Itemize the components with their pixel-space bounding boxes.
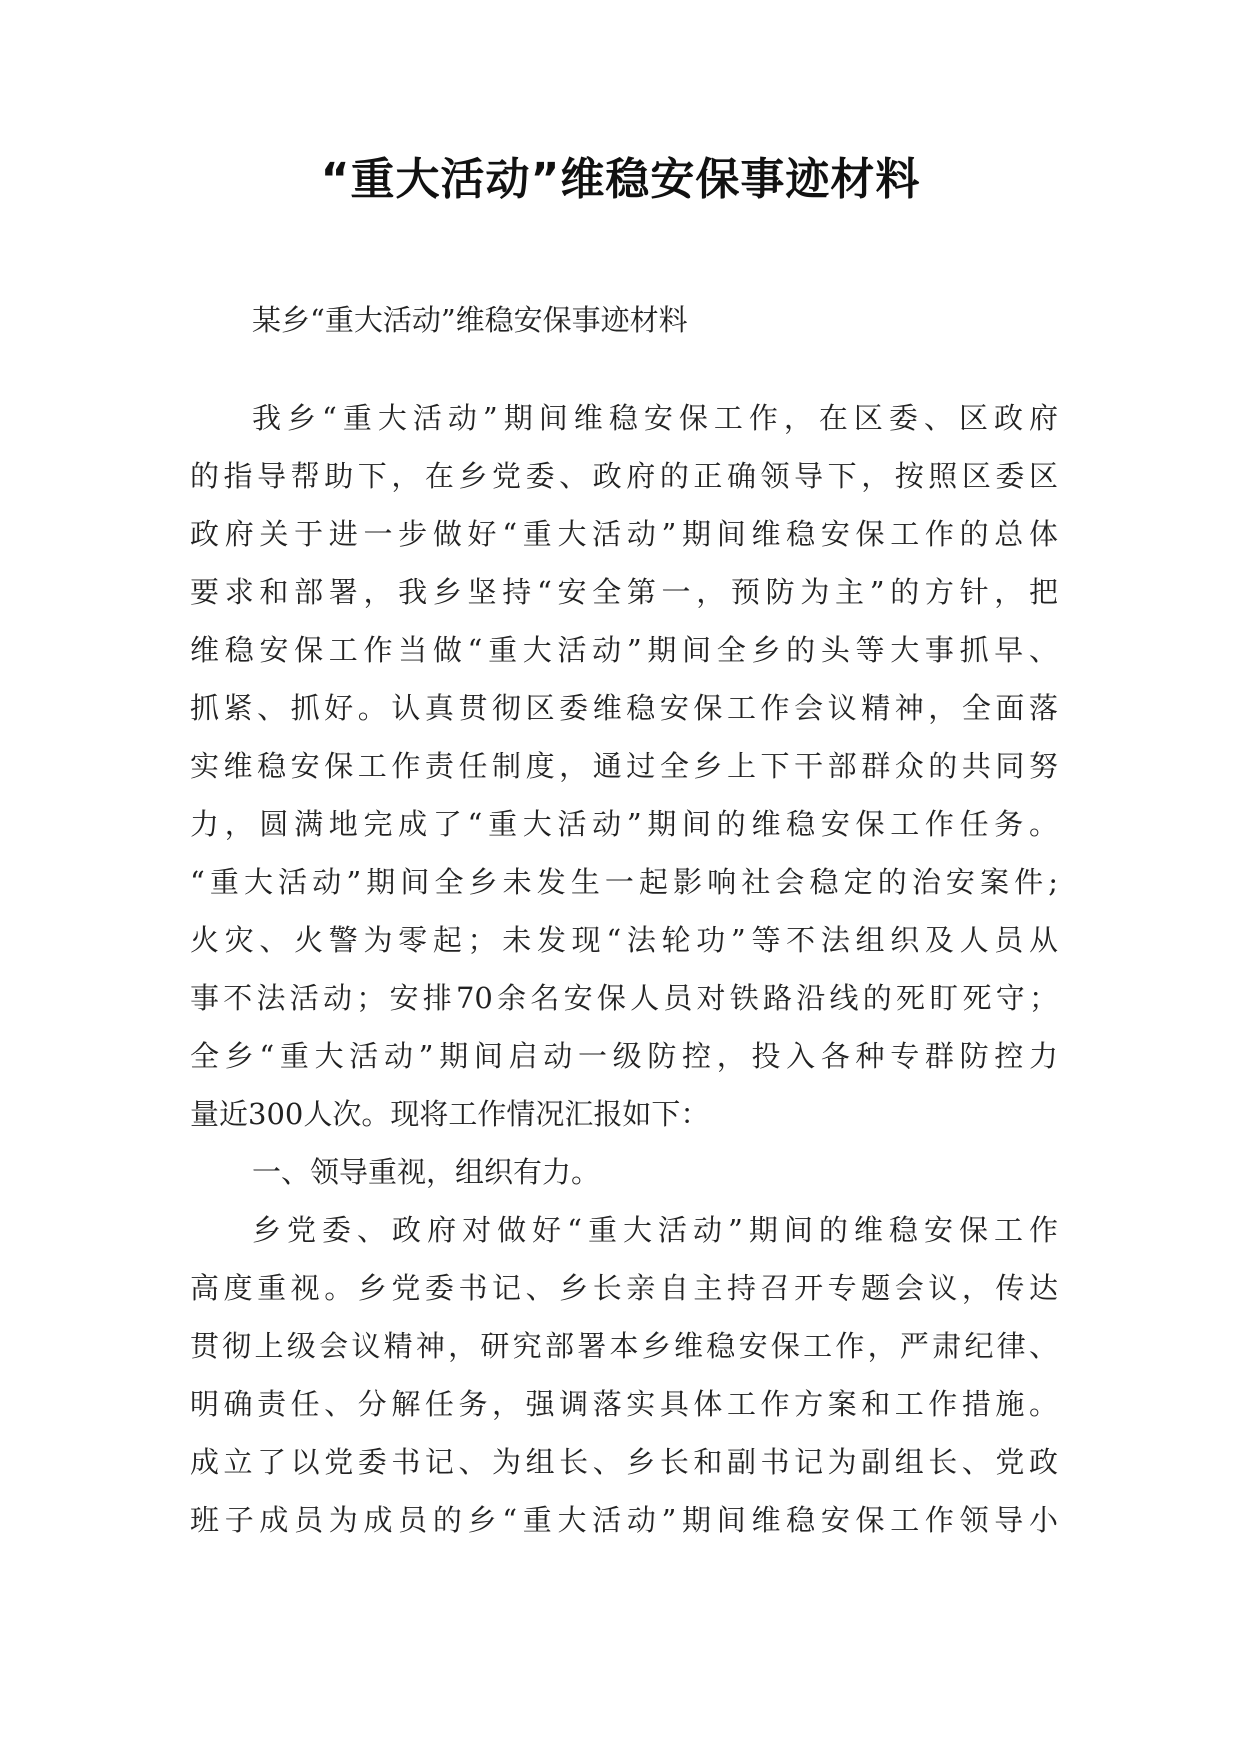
paragraph-intro bbox=[190, 389, 1058, 1143]
text-line: 抓紧、抓好。认真贯彻区委维稳安保工作会议精神，全面落 bbox=[190, 691, 1058, 725]
text-line: 要求和部署，我乡坚持“安全第一，预防为主”的方针，把 bbox=[190, 575, 1058, 609]
text-line: 政府关于进一步做好“重大活动”期间维稳安保工作的总体 bbox=[190, 517, 1058, 551]
document-body bbox=[190, 291, 1058, 1549]
text-line: 力，圆满地完成了“重大活动”期间的维稳安保工作任务。 bbox=[190, 807, 1058, 841]
text-line: 明确责任、分解任务，强调落实具体工作方案和工作措施。 bbox=[190, 1387, 1058, 1421]
text-line: 火灾、火警为零起；未发现“法轮功”等不法组织及人员从 bbox=[190, 923, 1058, 957]
document-subtitle: 某乡“重大活动”维稳安保事迹材料 bbox=[252, 303, 688, 337]
section-heading: 一、领导重视，组织有力。 bbox=[252, 1155, 601, 1189]
text-line: 维稳安保工作当做“重大活动”期间全乡的头等大事抓早、 bbox=[190, 633, 1058, 667]
paragraph-gap bbox=[190, 349, 1058, 389]
text-line: 全乡“重大活动”期间启动一级防控，投入各种专群防控力 bbox=[190, 1039, 1058, 1073]
text-line: 量近300人次。现将工作情况汇报如下： bbox=[190, 1097, 710, 1131]
text-line: 班子成员为成员的乡“重大活动”期间维稳安保工作领导小 bbox=[190, 1503, 1058, 1537]
text-line: 事不法活动；安排70余名安保人员对铁路沿线的死盯死守； bbox=[190, 981, 1058, 1015]
text-line: 高度重视。乡党委书记、乡长亲自主持召开专题会议，传达 bbox=[190, 1271, 1058, 1305]
text-line: 贯彻上级会议精神，研究部署本乡维稳安保工作，严肃纪律、 bbox=[190, 1329, 1058, 1363]
text-line: 的指导帮助下，在乡党委、政府的正确领导下，按照区委区 bbox=[190, 459, 1058, 493]
text-line: 实维稳安保工作责任制度，通过全乡上下干部群众的共同努 bbox=[190, 749, 1058, 783]
document-title: “重大活动”维稳安保事迹材料 bbox=[320, 154, 921, 205]
text-line: 成立了以党委书记、为组长、乡长和副书记为副组长、党政 bbox=[190, 1445, 1058, 1479]
text-line: 我乡“重大活动”期间维稳安保工作，在区委、区政府 bbox=[252, 401, 1058, 435]
text-line: “重大活动”期间全乡未发生一起影响社会稳定的治安案件; bbox=[190, 865, 1058, 899]
paragraph-leadership bbox=[190, 1201, 1058, 1549]
text-line: 乡党委、政府对做好“重大活动”期间的维稳安保工作 bbox=[252, 1213, 1058, 1247]
